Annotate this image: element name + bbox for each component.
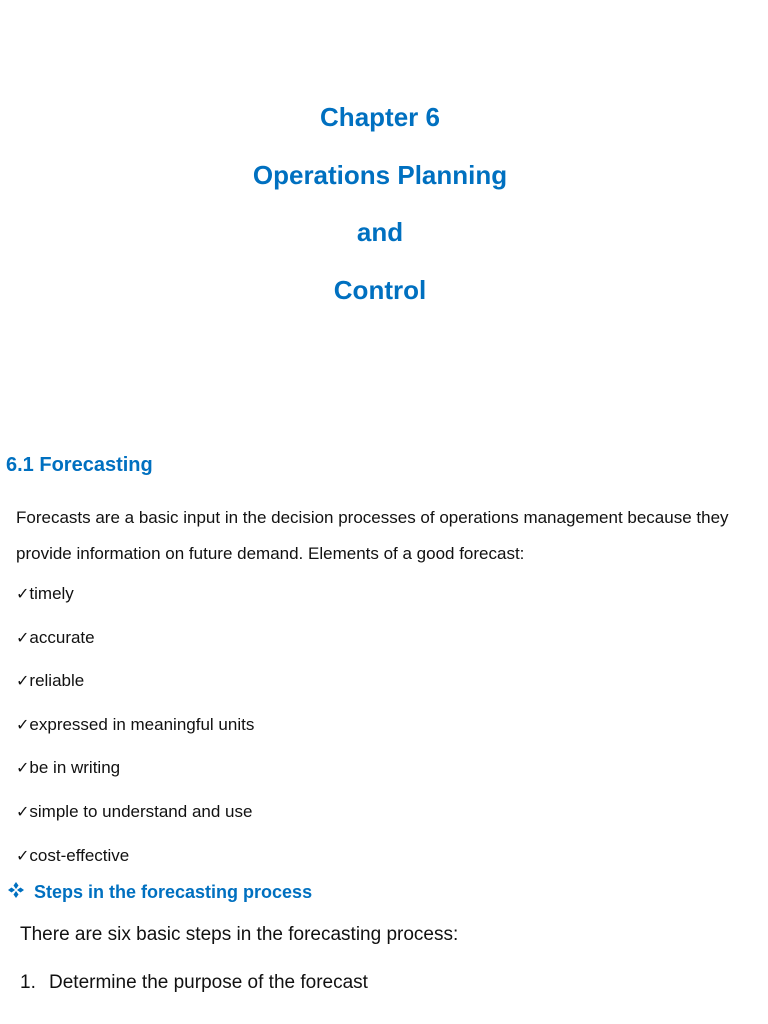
section-intro-paragraph: Forecasts are a basic input in the decision processes of operations management because they provide information on future demand. Elements of a good forecast: bbox=[16, 508, 729, 563]
list-item bbox=[16, 709, 254, 753]
list-item bbox=[16, 752, 254, 796]
list-item-label: be in writing bbox=[29, 758, 121, 778]
steps-subheading-label: Steps in the forecasting process bbox=[34, 882, 313, 902]
step-number: 1. bbox=[20, 972, 36, 993]
checkmark-icon: ✓ bbox=[16, 671, 30, 691]
list-item bbox=[16, 578, 254, 622]
list-item bbox=[16, 840, 254, 884]
checkmark-icon: ✓ bbox=[16, 627, 30, 647]
chapter-title-line-1: Operations Planning bbox=[252, 160, 508, 190]
list-item-label: accurate bbox=[29, 627, 95, 647]
list-item-label: timely bbox=[29, 584, 74, 603]
checkmark-icon: ✓ bbox=[16, 584, 30, 603]
list-item bbox=[16, 665, 254, 709]
chapter-number: Chapter 6 bbox=[320, 102, 440, 132]
checkmark-icon: ✓ bbox=[16, 801, 30, 821]
forecast-elements-list bbox=[16, 578, 254, 883]
checkmark-icon: ✓ bbox=[16, 758, 30, 778]
step-item bbox=[20, 969, 368, 1015]
list-item-label: simple to understand and use bbox=[29, 801, 253, 821]
list-item bbox=[16, 622, 254, 666]
steps-intro-paragraph: There are six basic steps in the forecasting process: bbox=[20, 924, 459, 945]
list-item-label: expressed in meaningful units bbox=[29, 714, 255, 734]
checkmark-icon: ✓ bbox=[16, 714, 30, 734]
checkmark-icon: ✓ bbox=[16, 845, 30, 865]
list-item bbox=[16, 796, 254, 840]
step-text: Determine the purpose of the forecast bbox=[49, 972, 368, 993]
chapter-title-line-3: Control bbox=[333, 275, 427, 305]
list-item-label: cost-effective bbox=[29, 845, 130, 865]
chapter-title-line-2: and bbox=[356, 217, 404, 247]
steps-subheading bbox=[8, 878, 312, 906]
section-heading: 6.1 Forecasting bbox=[6, 454, 153, 476]
steps-list bbox=[20, 969, 368, 1015]
four-diamond-bullet-icon bbox=[8, 882, 24, 898]
list-item-label: reliable bbox=[29, 671, 85, 691]
